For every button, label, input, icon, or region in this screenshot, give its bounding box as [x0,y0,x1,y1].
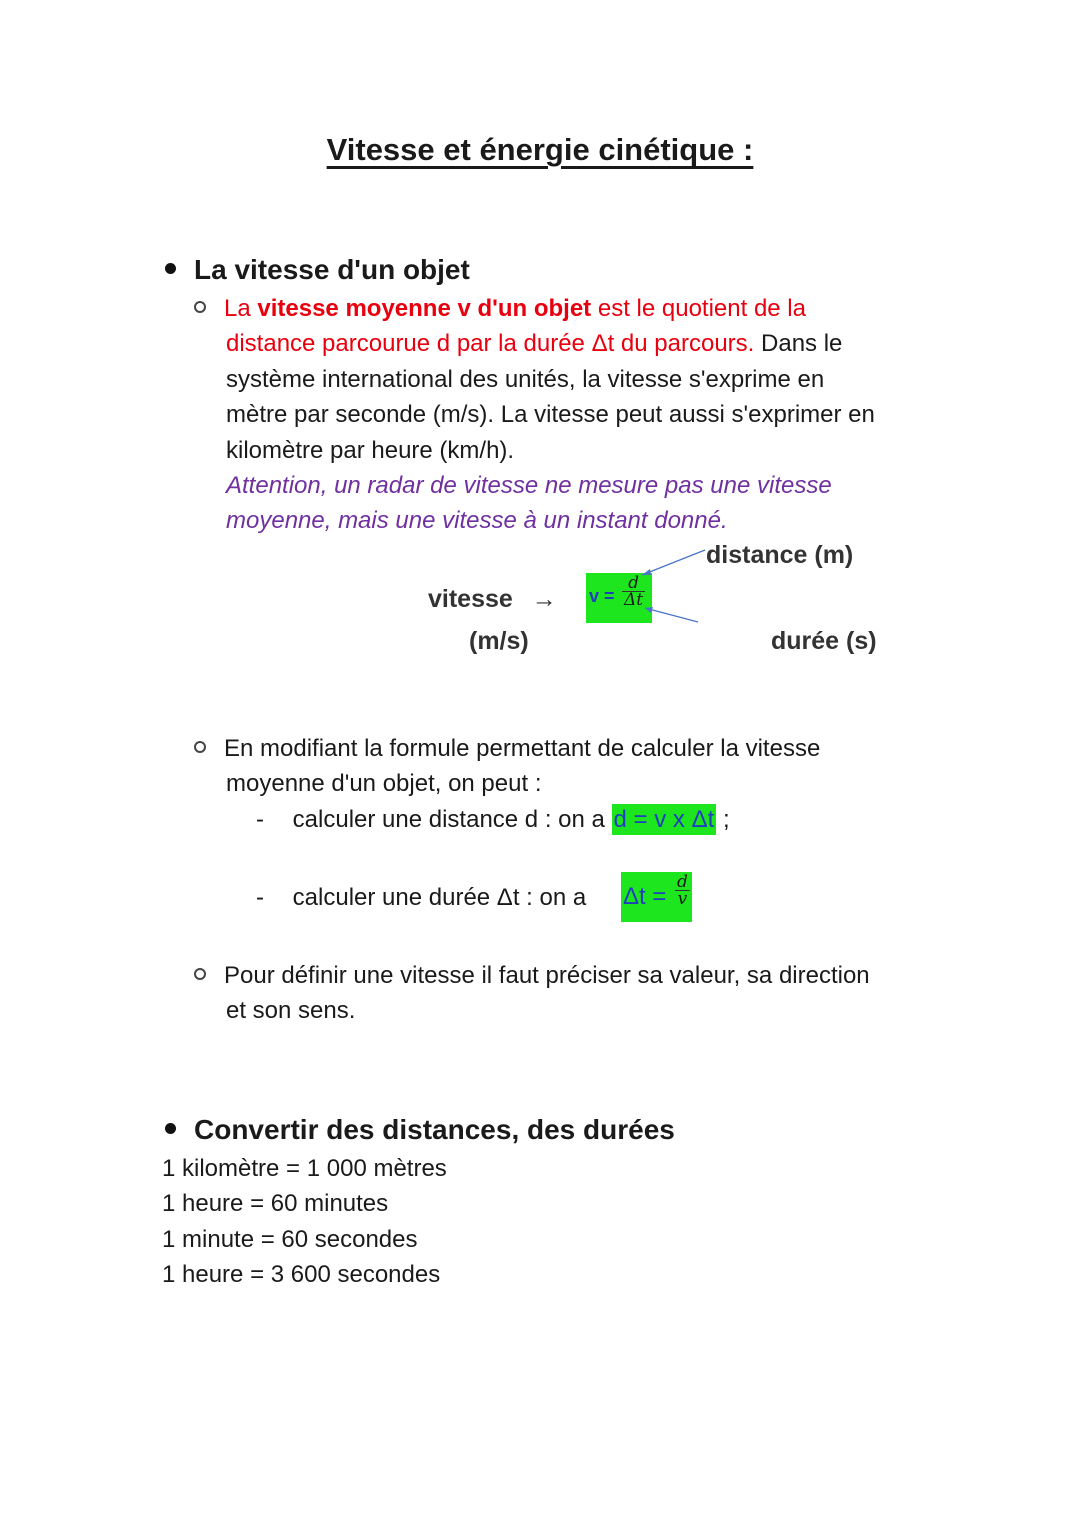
list-item-distance: - calculer une distance d : on a d = v x Δt ; [256,806,730,833]
arrowhead-icon [645,607,653,613]
label-distance: distance (m) [706,541,854,569]
paragraph-direction: Pour définir une vitesse il faut préciser sa valeur, sa direction et son sens. [194,958,870,1029]
paragraph-formula-variants: En modifiant la formule permettant de calculer la vitesse moyenne d'un objet, on peut : [194,731,820,802]
page-title: Vitesse et énergie cinétique : [326,132,754,167]
diagram-arrows [620,545,710,630]
label-vitesse: vitesse → [428,585,557,613]
paragraph-definition: La vitesse moyenne v d'un objet est le quotient de la distance parcourue d par la durée Δt du parcours. Dans le système international des unités, la vitesse s'exprime en mètre par seconde (m/s). La vitesse peut aussi s'exprimer en kilomètre par heure (km/h). Attention, un radar de vitesse ne mesure pas une vitesse moyenne, mais une vitesse à un instant donné. [194,291,875,539]
formula-fraction: $\frac{d}{\Delta t}$ [624,573,644,610]
arrow-to-distance [642,550,705,575]
formula-box: v = $\frac{d}{\Delta t}$ [586,573,652,623]
list-item-duree: - calculer une durée Δt : on a [256,884,587,911]
list-item: 1 heure = 60 minutes [162,1190,389,1218]
list-item: 1 heure = 3 600 secondes [162,1261,441,1289]
list-item: 1 minute = 60 secondes [162,1225,418,1253]
right-arrow-icon: → [531,585,557,613]
circle-bullet-icon [194,741,206,753]
list-item: 1 kilomètre = 1 000 mètres [162,1155,447,1182]
section-heading-vitesse: La vitesse d'un objet [165,254,470,286]
circle-bullet-icon [194,301,206,313]
bullet-icon [165,1123,176,1134]
label-unit-ms: (m/s) [469,627,529,655]
formula-box-duree: Δt = $\frac{d}{v}$ [621,872,692,922]
section-heading-convertir: Convertir des distances, des durées [165,1114,675,1146]
formula-fraction: $\frac{d}{v}$ [677,872,688,909]
conversion-list [162,1151,447,1293]
arrow-to-duree [645,608,698,622]
circle-bullet-icon [194,968,206,980]
label-duree: durée (s) [771,627,877,655]
bullet-icon [165,263,176,274]
arrowhead-icon [642,569,651,575]
